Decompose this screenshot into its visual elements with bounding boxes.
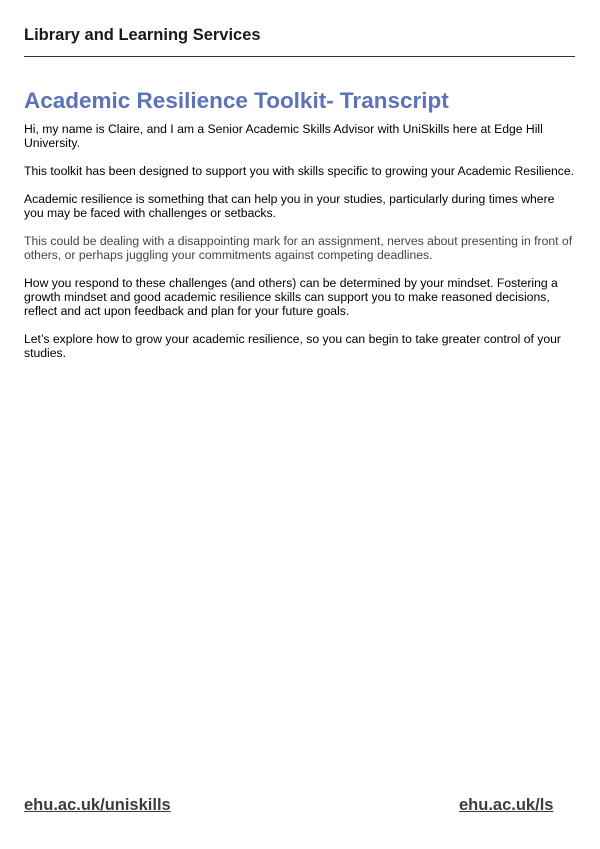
paragraph-examples: This could be dealing with a disappointing mark for an assignment, nerves about presenting in front of others, or perhaps juggling your commitments against competing deadlines.: [24, 234, 573, 262]
transcript-body: [24, 122, 577, 374]
paragraph-definition: Academic resilience is something that can help you in your studies, particularly during times where you may be faced with challenges or setbacks.: [24, 192, 555, 220]
uniskills-link[interactable]: ehu.ac.uk/uniskills: [24, 796, 171, 814]
header-title: Library and Learning Services: [24, 26, 261, 44]
paragraph-closing: Let’s explore how to grow your academic resilience, so you can begin to take greater control of your studies.: [24, 332, 561, 360]
paragraph-intro: Hi, my name is Claire, and I am a Senior Academic Skills Advisor with UniSkills here at Edge Hill University.: [24, 122, 543, 150]
page-header: [24, 25, 575, 45]
paragraph-mindset: How you respond to these challenges (and others) can be determined by your mindset. Fostering a growth mindset and good academic resilience skills can support you to make reasoned decisions, reflect and act upon feedback and plan for your future goals.: [24, 276, 558, 318]
paragraph-purpose: This toolkit has been designed to support you with skills specific to growing your Academic Resilience.: [24, 164, 575, 178]
document-title: Academic Resilience Toolkit- Transcript: [24, 88, 449, 113]
header-divider: [24, 56, 575, 57]
library-services-link[interactable]: ehu.ac.uk/ls: [459, 796, 554, 814]
